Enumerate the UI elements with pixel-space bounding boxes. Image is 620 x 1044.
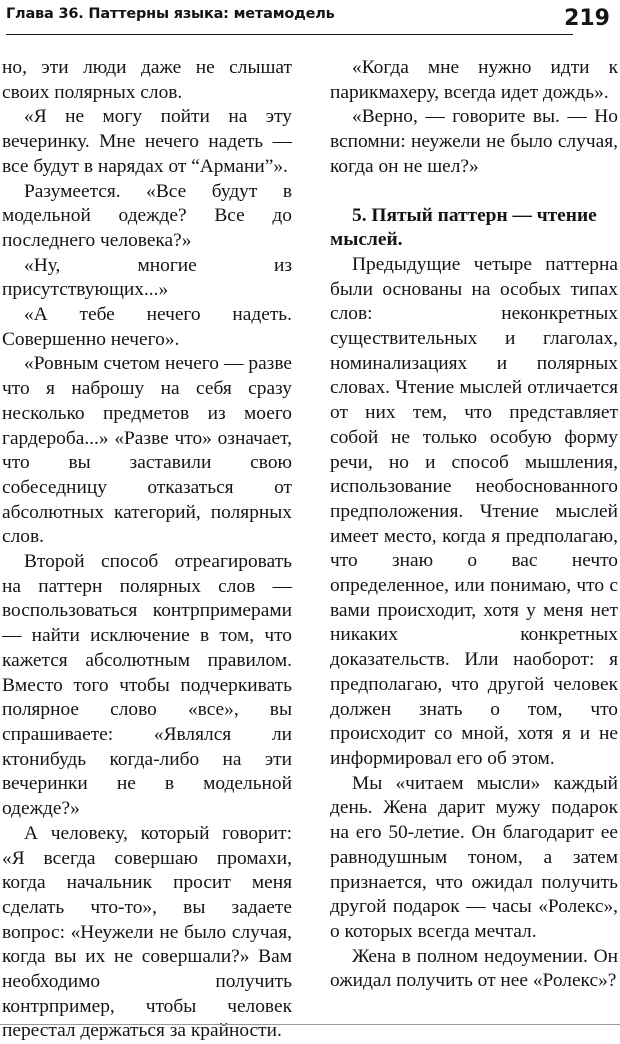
paragraph: Предыдущие четыре паттерна были основаны на особых типах слов: неконкретных существительных и глаголах, номинализациях и полярных словах. Чтение мыслей отличается от них тем, что представляет собой не только особую форму речи, но и способ мышления, использование необоснованного предположения. Чтение мыслей имеет место, когда я предполагаю, что знаю о вас нечто определенное, или понимаю, что с вами происходит, хотя у меня нет никаких конкретных доказательств. Или наоборот: я предполагаю, что другой человек должен знать о том, что происходит со мной, хотя я и не информировал его об этом. (330, 253, 618, 769)
left-column (2, 56, 292, 1044)
paragraph: Разумеется. «Все будут в модельной одежде? Все до последнего человека?» (2, 180, 292, 251)
header-divider (6, 34, 573, 35)
footer-divider (0, 1024, 620, 1025)
paragraph: А человеку, который говорит: «Я всегда совершаю промахи, когда начальник просит меня сделать что-то», вы задаете вопрос: «Неужели не было случая, когда вы их не совершали?» Вам необходимо получить контрпример, чтобы человек перестал держаться за крайности. (2, 822, 292, 1042)
paragraph: Мы «читаем мысли» каждый день. Жена дарит мужу подарок на его 50-летие. Он благодарит ее равнодушным тоном, а затем признается, что ожидал получить другой подарок — часы «Ролекс», о которых всегда мечтал. (330, 772, 618, 942)
paragraph: «Ровным счетом нечего — разве что я наброшу на себя сразу несколько предметов из моего гардероба...» «Разве что» означает, что вы заставили свою собеседницу отказаться от абсолютных категорий, полярных слов. (2, 353, 292, 548)
paragraph: Второй способ отреагировать на паттерн полярных слов — воспользоваться контрпримерами — найти исключение в том, что кажется абсолютным правилом. Вместо того чтобы подчеркивать полярное слово «все», вы спрашиваете: «Являлся ли ктонибудь когда-либо на эти вечеринки не в модельной одежде?» (2, 551, 292, 820)
paragraph: Жена в полном недоумении. Он ожидал получить от нее «Ролекс»? (330, 945, 618, 992)
paragraph: но, эти люди даже не слышат своих полярных слов. (2, 57, 292, 103)
paragraph: «Ну, многие из присутствующих...» (2, 254, 292, 301)
section-heading: 5. Пятый паттерн — чтение мыслей. (330, 204, 597, 251)
paragraph: «Верно, — говорите вы. — Но вспомни: неужели не было случая, когда он не шел?» (330, 106, 618, 177)
chapter-title: Глава 36. Паттерны языка: метамодель (6, 6, 335, 22)
right-column (330, 56, 618, 994)
paragraph: «Я не могу пойти на эту вечеринку. Мне нечего надеть — все будут в нарядах от “Армани”». (2, 106, 292, 177)
paragraph: «А тебе нечего надеть. Совершенно нечего». (2, 304, 292, 350)
page-number: 219 (564, 6, 610, 31)
page-header (6, 4, 614, 34)
paragraph: «Когда мне нужно идти к парикмахеру, всегда идет дождь». (330, 57, 618, 103)
